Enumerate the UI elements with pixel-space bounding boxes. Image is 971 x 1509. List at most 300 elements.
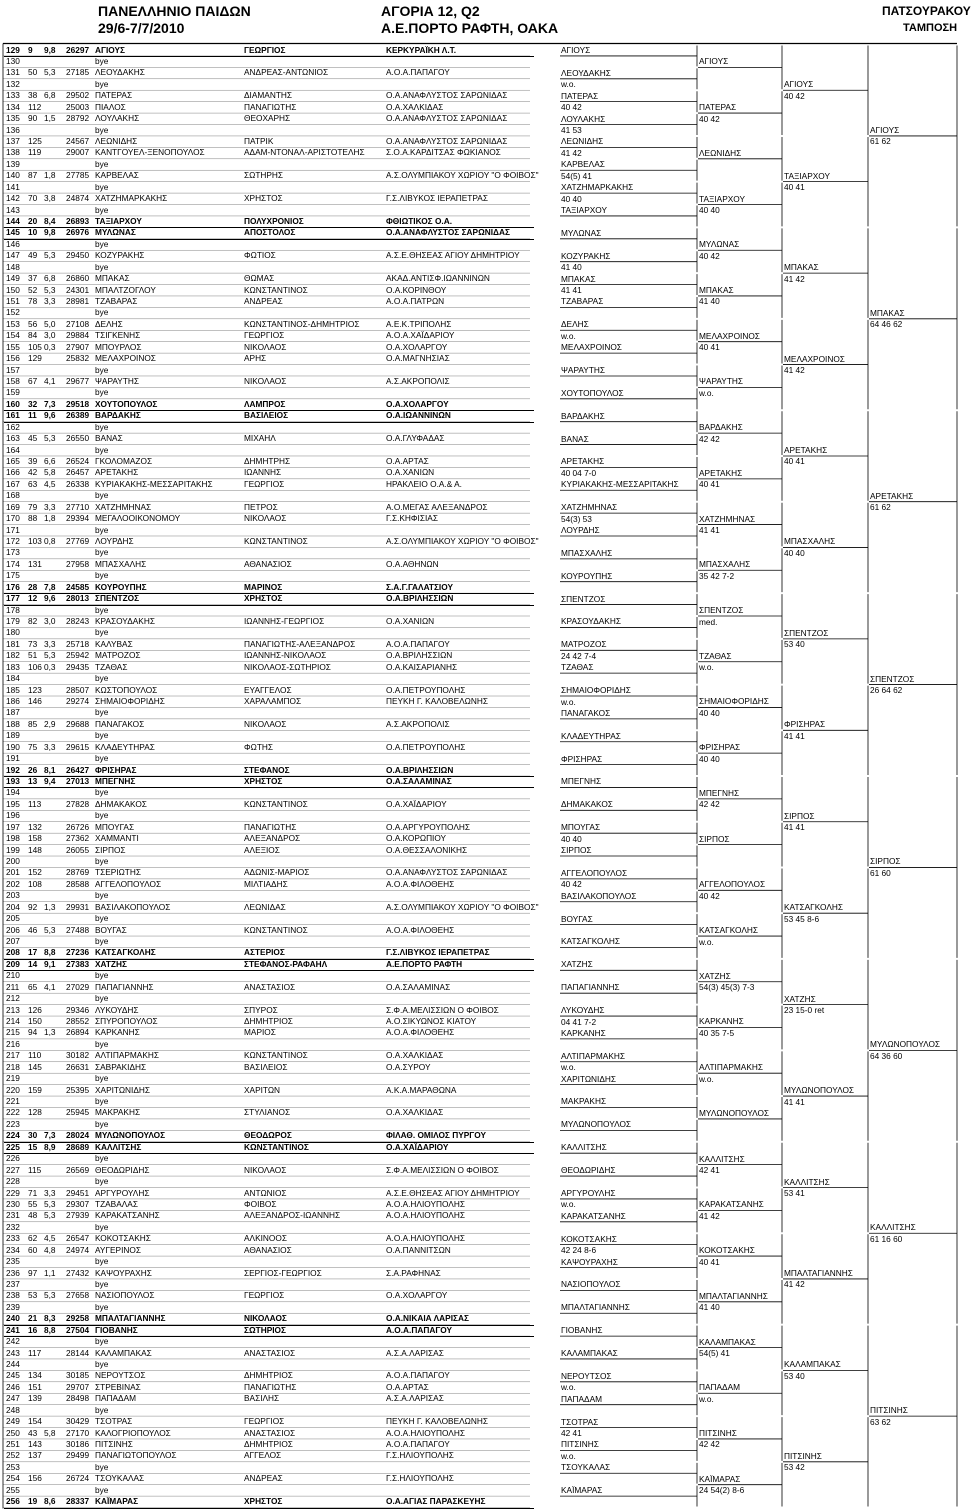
entry-number: 236	[6, 1267, 20, 1278]
entry-number: 228	[6, 1176, 20, 1187]
entry-number: 207	[6, 936, 20, 947]
round2-winner: ΚΑΛΛΙΤΣΗΣ	[699, 1153, 745, 1164]
entry-firstname: ΚΩΝΣΤΑΝΤΙΝΟΣ-ΔΗΜΗΤΡΙΟΣ	[244, 318, 360, 329]
entry-points: 3,3	[44, 638, 56, 649]
entry-number: 230	[6, 1198, 20, 1209]
entry-firstname: ΝΙΚΟΛΑΟΣ	[244, 718, 287, 729]
entry-surname: bye	[95, 1278, 109, 1289]
entry-rank: 51	[28, 650, 38, 661]
entry-surname: bye	[95, 787, 109, 798]
entry-points: 4,8	[44, 1244, 56, 1255]
entry-points: 8,3	[44, 1313, 56, 1324]
entry-surname: ΧΑΤΖΗΜΗΝΑΣ	[95, 501, 152, 512]
entry-number: 148	[6, 261, 20, 272]
entry-firstname: ΠΑΤΡΙΚ	[244, 135, 274, 146]
entry-license: 26550	[66, 433, 90, 444]
entry-rank: 151	[28, 1381, 42, 1392]
round3-score: 40 40	[784, 547, 805, 558]
round1-winner: ΦΡΙΣΗΡΑΣ	[561, 753, 603, 764]
draw-entry-row	[4, 593, 534, 604]
draw-entry-row	[4, 1416, 534, 1427]
entry-surname: bye	[95, 124, 109, 135]
draw-entry-row	[4, 1188, 534, 1199]
entry-number: 140	[6, 170, 20, 181]
round2-winner: ΚΑΤΣΑΓΚΟΛΗΣ	[699, 925, 758, 936]
entry-points: 7,3	[44, 398, 56, 409]
draw-entry-row	[4, 1233, 534, 1244]
entry-rank: 143	[28, 1438, 42, 1449]
entry-points: 2,9	[44, 718, 56, 729]
entry-number: 179	[6, 616, 20, 626]
draw-entry-row	[4, 547, 534, 558]
round3-winner: ΜΠΑΛΤΑΓΙΑΝΝΗΣ	[784, 1267, 853, 1278]
entry-club: ΚΕΡΚΥΡΑΪΚΗ Λ.Τ.	[386, 44, 457, 55]
round1-winner: ΒΑΝΑΣ	[561, 433, 589, 444]
entry-number: 165	[6, 455, 20, 466]
entry-club: Γ.Σ.ΗΛΙΟΥΠΟΛΗΣ	[386, 1450, 454, 1461]
entry-license: 29502	[66, 90, 90, 101]
round1-score: 42 41	[561, 1428, 582, 1439]
round2-winner: ΑΛΤΙΠΑΡΜΑΚΗΣ	[699, 1062, 763, 1073]
round3-winner: ΠΙΤΣΙΝΗΣ	[784, 1450, 822, 1461]
entry-rank: 82	[28, 616, 38, 626]
entry-rank: 28	[28, 581, 38, 592]
entry-surname: ΠΑΝΑΓΑΚΟΣ	[95, 718, 145, 729]
round4-score: 61 60	[870, 867, 891, 878]
entry-surname: ΚΑΛΛΙΤΣΗΣ	[95, 1141, 142, 1152]
entry-rank: 148	[28, 844, 42, 855]
draw-entry-row	[4, 273, 534, 284]
round1-winner: ΧΑΡΙΤΩΝΙΔΗΣ	[561, 1073, 616, 1084]
round1-winner: ΜΠΑΚΑΣ	[561, 273, 596, 284]
draw-entry-row	[4, 365, 534, 376]
entry-license: 30182	[66, 1050, 90, 1061]
entry-club: Α.Ο.Α.ΧΑΪΔΑΡΙΟΥ	[386, 330, 455, 341]
round1-score: 04 41 7-2	[561, 1016, 597, 1027]
entry-surname: ΨΑΡΑΥΤΗΣ	[95, 375, 140, 386]
round3-winner: ΑΓΙΟΥΣ	[784, 79, 814, 90]
entry-firstname: ΜΙΛΤΙΑΔΗΣ	[244, 878, 288, 889]
entry-firstname: ΔΗΜΗΤΡΙΟΣ	[244, 1016, 293, 1027]
round2-winner: ΣΠΕΝΤΖΟΣ	[699, 605, 744, 615]
entry-number: 203	[6, 890, 20, 901]
entry-surname: ΧΑΤΖΗΜΑΡΚΑΚΗΣ	[95, 193, 168, 204]
entry-license: 30186	[66, 1438, 90, 1449]
entry-number: 151	[6, 295, 20, 306]
entry-number: 178	[6, 604, 20, 615]
entry-surname: ΑΛΤΙΠΑΡΜΑΚΗΣ	[95, 1050, 159, 1061]
entry-license: 25718	[66, 638, 90, 649]
entry-points: 5,3	[44, 250, 56, 261]
round4-winner: ΠΙΤΣΙΝΗΣ	[870, 1405, 908, 1416]
entry-surname: ΣΗΜΑΙΟΦΟΡΙΔΗΣ	[95, 696, 165, 706]
entry-club: Α.Σ.Ε.ΘΗΣΕΑΣ ΑΓΙΟΥ ΔΗΜΗΤΡΙΟΥ	[386, 1187, 520, 1198]
entry-number: 197	[6, 821, 20, 832]
entry-points: 8,8	[44, 947, 56, 958]
entry-license: 26427	[66, 764, 90, 775]
entry-number: 227	[6, 1164, 20, 1175]
entry-surname: ΦΡΙΣΗΡΑΣ	[95, 764, 137, 775]
entry-surname: ΚΑΨΟΥΡΑΧΗΣ	[95, 1267, 152, 1278]
draw-entry-row	[4, 45, 534, 56]
round1-winner: ΚΟΚΟΤΣΑΚΗΣ	[561, 1233, 617, 1244]
round1-winner: ΜΠΑΛΤΑΓΙΑΝΝΗΣ	[561, 1302, 630, 1313]
entry-number: 215	[6, 1027, 20, 1038]
entry-rank: 128	[28, 1107, 42, 1118]
entry-firstname: ΔΗΜΗΤΡΙΟΣ	[244, 1370, 293, 1381]
entry-rank: 26	[28, 764, 38, 775]
round1-winner: ΜΠΕΓΝΗΣ	[561, 776, 602, 787]
entry-firstname: ΜΙΧΑΗΛ	[244, 433, 276, 444]
entry-license: 26894	[66, 1027, 90, 1038]
round1-winner: ΧΑΤΖΗΣ	[561, 959, 593, 970]
entry-rank: 20	[28, 215, 38, 226]
entry-surname: ΣΑΒΡΑΚΙΔΗΣ	[95, 1061, 147, 1072]
entry-license: 26860	[66, 273, 90, 284]
round2-winner: ΜΠΑΛΤΑΓΙΑΝΝΗΣ	[699, 1290, 768, 1301]
entry-surname: bye	[95, 490, 109, 501]
round1-winner: ΒΑΡΔΑΚΗΣ	[561, 410, 605, 421]
entry-club: Α.Ο.Α.ΗΛΙΟΥΠΟΛΗΣ	[386, 1198, 465, 1209]
round4-winner: ΣΙΡΠΟΣ	[870, 856, 901, 867]
entry-number: 211	[6, 981, 20, 992]
entry-points: 3,0	[44, 616, 56, 626]
entry-club: Ο.Α.ΧΑΛΚΙΔΑΣ	[386, 101, 444, 112]
round1-score: 54(3) 53	[561, 513, 592, 524]
round2-winner: ΑΡΕΤΑΚΗΣ	[699, 467, 743, 478]
draw-entry-row	[4, 490, 534, 501]
round2-winner: ΨΑΡΑΥΤΗΣ	[699, 376, 744, 387]
entry-surname: bye	[95, 1484, 109, 1495]
entry-number: 156	[6, 353, 20, 364]
entry-number: 195	[6, 798, 20, 809]
entry-rank: 56	[28, 318, 38, 329]
draw-entry-row	[4, 913, 534, 924]
round1-winner: ΚΟΥΡΟΥΠΗΣ	[561, 570, 613, 581]
entry-surname: ΚΟΥΡΟΥΠΗΣ	[95, 581, 147, 592]
entry-points: 9,6	[44, 410, 56, 421]
entry-points: 4,5	[44, 478, 56, 489]
entry-rank: 119	[28, 147, 42, 158]
round1-winner: ΔΕΛΗΣ	[561, 319, 589, 330]
draw-entry-row	[4, 159, 534, 170]
entry-firstname: ΧΡΗΣΤΟΣ	[244, 593, 283, 604]
entry-surname: ΣΤΡΕΒΙΝΑΣ	[95, 1381, 141, 1392]
round2-winner: ΣΗΜΑΙΟΦΟΡΙΔΗΣ	[699, 696, 769, 707]
entry-rank: 137	[28, 1450, 42, 1461]
entry-rank: 90	[28, 113, 38, 124]
draw-entry-row	[4, 627, 534, 638]
entry-surname: ΛΕΟΥΔΑΚΗΣ	[95, 67, 145, 78]
entry-firstname: ΧΡΗΣΤΟΣ	[244, 776, 283, 787]
entry-license: 26457	[66, 467, 90, 478]
entry-number: 129	[6, 44, 20, 55]
entry-license: 29007	[66, 147, 90, 158]
draw-entry-row	[4, 970, 534, 981]
entry-rank: 125	[28, 135, 42, 146]
entry-license: 26724	[66, 1473, 90, 1484]
entry-surname: bye	[95, 524, 109, 535]
entry-number: 242	[6, 1336, 20, 1347]
entry-license: 24585	[66, 581, 90, 592]
entry-club: Α.Ο.Α.ΦΙΛΟΘΕΗΣ	[386, 924, 455, 935]
entry-number: 168	[6, 490, 20, 501]
round3-winner: ΣΙΡΠΟΣ	[784, 810, 815, 821]
draw-entry-row	[4, 696, 534, 707]
entry-surname: ΣΠΕΝΤΖΟΣ	[95, 593, 140, 604]
entry-number: 158	[6, 375, 20, 386]
entry-surname: ΓΙΟΒΑΝΗΣ	[95, 1324, 138, 1335]
draw-entry-row	[4, 1256, 534, 1267]
entry-firstname: ΒΑΣΙΛΗΣ	[244, 1393, 280, 1404]
entry-surname: ΣΙΡΠΟΣ	[95, 844, 126, 855]
round2-score: 54(5) 41	[699, 1348, 730, 1359]
entry-surname: ΑΓΙΟΥΣ	[95, 44, 126, 55]
entry-surname: ΠΙΤΣΙΝΗΣ	[95, 1438, 133, 1449]
entry-number: 149	[6, 273, 20, 284]
entry-surname: ΚΑΡΚΑΝΗΣ	[95, 1027, 140, 1038]
round1-winner: ΚΟΖΥΡΑΚΗΣ	[561, 250, 611, 261]
entry-points: 5,3	[44, 1210, 56, 1221]
entry-club: Α.Ο.Α.ΗΛΙΟΥΠΟΛΗΣ	[386, 1427, 465, 1438]
round1-winner: ΜΠΟΥΓΑΣ	[561, 822, 601, 833]
entry-club: Ο.Α.ΒΡΙΛΗΣΣΙΩΝ	[386, 593, 454, 604]
entry-surname: ΘΕΟΔΩΡΙΔΗΣ	[95, 1164, 150, 1175]
entry-license: 27828	[66, 798, 90, 809]
entry-number: 162	[6, 421, 20, 432]
entry-number: 186	[6, 696, 20, 706]
entry-club: Α.Ο.Α.ΠΑΠΑΓΟΥ	[386, 1438, 450, 1449]
round3-winner: ΤΑΞΙΑΡΧΟΥ	[784, 170, 831, 181]
round3-winner: ΜΕΛΑΧΡΟΙΝΟΣ	[784, 353, 845, 364]
entry-club: Ο.Α.ΧΟΛΑΡΓΟΥ	[386, 1290, 448, 1301]
entry-license: 27029	[66, 981, 90, 992]
entry-firstname: ΑΘΑΝΑΣΙΟΣ	[244, 1244, 292, 1255]
entry-number: 146	[6, 238, 20, 249]
entry-license: 29307	[66, 1198, 90, 1209]
entry-points: 4,1	[44, 375, 56, 386]
entry-license: 24567	[66, 135, 90, 146]
entry-surname: ΤΑΞΙΑΡΧΟΥ	[95, 215, 142, 226]
round3-score: 53 41	[784, 1188, 805, 1198]
entry-number: 180	[6, 627, 20, 638]
entry-surname: bye	[95, 158, 109, 169]
entry-number: 225	[6, 1141, 20, 1152]
round2-score: 41 40	[699, 296, 720, 307]
entry-number: 243	[6, 1347, 20, 1358]
entry-points: 8,1	[44, 764, 56, 775]
entry-surname: ΧΑΤΖΗΣ	[95, 958, 127, 969]
entry-firstname: ΑΔΩΝΙΣ-ΜΑΡΙΟΣ	[244, 867, 310, 878]
entry-surname: ΛΟΥΛΑΚΗΣ	[95, 113, 140, 124]
entry-license: 27432	[66, 1267, 90, 1278]
entry-number: 246	[6, 1381, 20, 1392]
round1-winner: ΜΥΛΩΝΟΠΟΥΛΟΣ	[561, 1119, 632, 1130]
round1-winner: ΧΑΤΖΗΜΗΝΑΣ	[561, 502, 618, 513]
round3-score: 40 42	[784, 90, 805, 101]
entry-club: Ο.Α.ΑΝΑΦΛΥΣΤΟΣ ΣΑΡΩΝΙΔΑΣ	[386, 227, 510, 238]
entry-surname: ΧΑΡΙΤΩΝΙΔΗΣ	[95, 1084, 150, 1095]
entry-club: Ο.Α.ΠΑΝΝΙΤΣΩΝ	[386, 1244, 451, 1255]
entry-license: 27488	[66, 924, 90, 935]
entry-surname: bye	[95, 1038, 109, 1049]
entry-license: 28498	[66, 1393, 90, 1404]
entry-surname: bye	[95, 387, 109, 398]
round3-winner: ΜΠΑΚΑΣ	[784, 262, 819, 273]
entry-firstname: ΘΩΜΑΣ	[244, 273, 275, 284]
round2-winner: ΚΑΛΑΜΠΑΚΑΣ	[699, 1336, 756, 1347]
entry-firstname: ΚΩΝΣΤΑΝΤΙΝΟΣ	[244, 284, 308, 295]
entry-license: 24874	[66, 193, 90, 204]
round4-score: 63 62	[870, 1416, 891, 1427]
round2-score: 40 40	[699, 205, 720, 216]
draw-entry-row	[4, 1348, 534, 1359]
draw-entry-row	[4, 330, 534, 341]
entry-number: 249	[6, 1416, 20, 1427]
entry-points: 5,3	[44, 1198, 56, 1209]
entry-number: 171	[6, 524, 20, 535]
round1-winner: ΚΛΑΔΕΥΤΗΡΑΣ	[561, 730, 621, 741]
entry-number: 181	[6, 638, 20, 649]
entry-surname: bye	[95, 1221, 109, 1232]
round1-winner: ΠΑΠΑΓΙΑΝΝΗΣ	[561, 982, 620, 993]
round2-score: 42 42	[699, 799, 720, 810]
draw-entry-row	[4, 79, 534, 90]
entry-firstname: ΓΕΩΡΓΙΟΣ	[244, 1416, 285, 1427]
entry-firstname: ΑΛΕΞΙΟΣ	[244, 844, 280, 855]
entry-license: 27362	[66, 833, 90, 844]
entry-number: 213	[6, 1004, 20, 1015]
draw-entry-row	[4, 1325, 534, 1336]
entry-firstname: ΦΩΤΗΣ	[244, 741, 274, 752]
entry-surname: ΒΟΥΓΑΣ	[95, 924, 127, 935]
entry-firstname: ΧΑΡΑΛΑΜΠΟΣ	[244, 696, 302, 706]
entry-points: 8,4	[44, 215, 56, 226]
entry-license: 26893	[66, 215, 90, 226]
entry-rank: 113	[28, 798, 42, 809]
round1-score: w.o.	[561, 1199, 576, 1210]
entry-club: ΑΚΑΔ.ΑΝΤΙΣΦ.ΙΩΑΝΝΙΝΩΝ	[386, 273, 490, 284]
entry-rank: 88	[28, 513, 38, 524]
entry-club: ΦΘΙΩΤΙΚΟΣ Ο.Α.	[386, 215, 452, 226]
entry-number: 202	[6, 878, 20, 889]
draw-entry-row	[4, 1096, 534, 1107]
entry-surname: ΚΛΑΔΕΥΤΗΡΑΣ	[95, 741, 155, 752]
entry-rank: 115	[28, 1164, 42, 1175]
entry-surname: ΜΠΕΓΝΗΣ	[95, 776, 136, 787]
draw-entry-row	[4, 1210, 534, 1221]
round1-winner: ΑΛΤΙΠΑΡΜΑΚΗΣ	[561, 1050, 625, 1061]
round2-score: w.o.	[699, 387, 714, 398]
entry-firstname: ΧΡΗΣΤΟΣ	[244, 193, 283, 204]
entry-club: Α.Σ.ΟΛΥΜΠΙΑΚΟΥ ΧΩΡΙΟΥ "Ο ΦΟΙΒΟΣ"	[386, 901, 539, 912]
entry-number: 155	[6, 341, 20, 352]
round2-winner: ΜΥΛΩΝΟΠΟΥΛΟΣ	[699, 1107, 770, 1118]
entry-club: Α.Ο.ΣΙΚΥΩΝΟΣ ΚΙΑΤΟΥ	[386, 1016, 477, 1027]
entry-license: 28769	[66, 867, 90, 878]
entry-club: Α.Σ.Α.ΛΑΡΙΣΑΣ	[386, 1347, 444, 1358]
entry-number: 145	[6, 227, 20, 238]
entry-surname: bye	[95, 204, 109, 215]
entry-rank: 32	[28, 398, 38, 409]
entry-surname: ΤΣΟΥΚΑΛΑΣ	[95, 1473, 145, 1484]
entry-number: 166	[6, 467, 20, 478]
entry-number: 205	[6, 913, 20, 924]
draw-entry-row	[4, 822, 534, 833]
entry-club: Α.Ε.Κ.ΤΡΙΠΟΛΗΣ	[386, 318, 452, 329]
round1-winner: ΜΕΛΑΧΡΟΙΝΟΣ	[561, 342, 622, 353]
entry-rank: 159	[28, 1084, 42, 1095]
entry-club: Ο.Α.ΒΡΙΛΗΣΣΙΩΝ	[386, 764, 454, 775]
entry-license: 29435	[66, 661, 90, 672]
entry-surname: ΜΥΛΩΝΟΠΟΥΛΟΣ	[95, 1130, 166, 1141]
round1-score: 41 40	[561, 262, 582, 273]
entry-license: 29707	[66, 1381, 90, 1392]
entry-number: 190	[6, 741, 20, 752]
round2-winner: ΚΑΡΑΚΑΤΣΑΝΗΣ	[699, 1199, 764, 1210]
round2-winner: ΠΑΠΑΔΑΜ	[699, 1382, 741, 1393]
entry-number: 143	[6, 204, 20, 215]
round1-winner: ΨΑΡΑΥΤΗΣ	[561, 364, 606, 375]
round4-score: 64 36 60	[870, 1050, 903, 1061]
draw-entry-row	[4, 879, 534, 890]
entry-number: 247	[6, 1393, 20, 1404]
draw-entry-row	[4, 742, 534, 753]
round1-winner: ΚΥΡΙΑΚΑΚΗΣ-ΜΕΣΣΑΡΙΤΑΚΗΣ	[561, 479, 679, 490]
entry-surname: ΑΡΕΤΑΚΗΣ	[95, 467, 139, 478]
entry-surname: bye	[95, 1461, 109, 1472]
entry-number: 253	[6, 1461, 20, 1472]
entry-firstname: ΑΛΕΞΑΝΔΡΟΣ-ΙΩΑΝΝΗΣ	[244, 1210, 341, 1221]
draw-entry-row	[4, 662, 534, 673]
draw-entry-row	[4, 502, 534, 513]
entry-license: 28588	[66, 878, 90, 889]
entry-points: 6,8	[44, 273, 56, 284]
entry-number: 161	[6, 410, 20, 421]
entry-rank: 10	[28, 227, 38, 238]
entry-number: 175	[6, 570, 20, 581]
round2-winner: ΜΠΕΓΝΗΣ	[699, 787, 740, 798]
entry-number: 174	[6, 558, 20, 569]
round2-winner: ΤΖΑΘΑΣ	[699, 650, 732, 661]
entry-license: 28013	[66, 593, 90, 604]
round3-score: 53 40	[784, 639, 805, 650]
entry-surname: ΒΑΡΔΑΚΗΣ	[95, 410, 141, 421]
entry-club: Ο.Α.ΧΑΪΔΑΡΙΟΥ	[386, 798, 447, 809]
entry-club: Ο.Α.ΜΑΓΝΗΣΙΑΣ	[386, 353, 450, 364]
entry-club: Ο.Α.ΧΑΛΚΙΔΑΣ	[386, 1107, 444, 1118]
entry-number: 256	[6, 1496, 20, 1507]
entry-surname: ΑΡΓΥΡΟΥΛΗΣ	[95, 1187, 150, 1198]
draw-entry-row	[4, 1450, 534, 1461]
draw-entry-row	[4, 479, 534, 490]
entry-club: Α.Σ.ΟΛΥΜΠΙΑΚΟΥ ΧΩΡΙΟΥ "Ο ΦΟΙΒΟΣ"	[386, 170, 539, 181]
draw-entry-row	[4, 445, 534, 456]
round1-score: w.o.	[561, 330, 576, 341]
draw-entry-row	[4, 1245, 534, 1256]
draw-entry-row	[4, 1268, 534, 1279]
entry-rank: 87	[28, 170, 38, 181]
draw-entry-row	[4, 227, 534, 238]
entry-club: Α.Ο.Α.ΦΙΛΟΘΕΗΣ	[386, 1027, 455, 1038]
entry-number: 254	[6, 1473, 20, 1484]
entry-number: 255	[6, 1484, 20, 1495]
entry-surname: ΝΕΡΟΥΤΣΟΣ	[95, 1370, 146, 1381]
entry-firstname: ΠΑΝΑΓΙΩΤΗΣ-ΑΛΕΞΑΝΔΡΟΣ	[244, 638, 356, 649]
entry-firstname: ΣΕΡΓΙΟΣ-ΓΕΩΡΓΙΟΣ	[244, 1267, 322, 1278]
round4-winner: ΜΠΑΚΑΣ	[870, 307, 905, 318]
entry-points: 5,3	[44, 924, 56, 935]
